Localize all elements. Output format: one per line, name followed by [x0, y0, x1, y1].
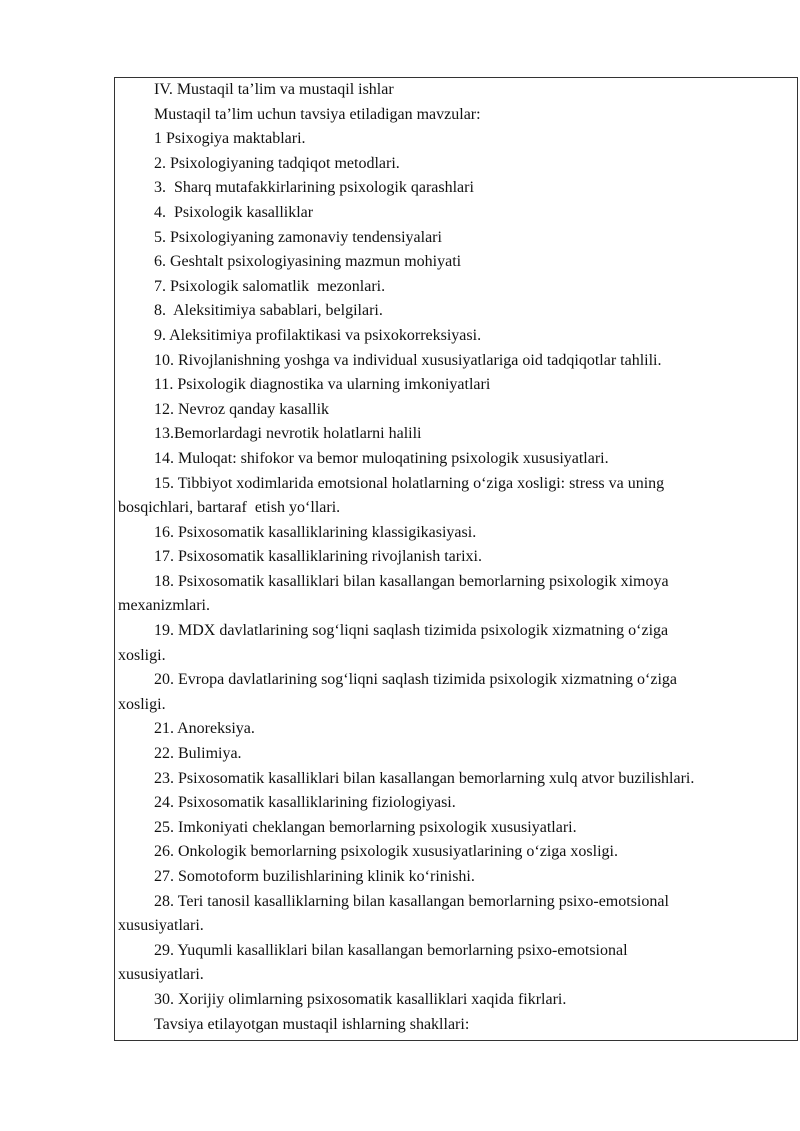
list-item-text: 14. Muloqat: shifokor va bemor muloqatining psixologik xususiyatlari. — [154, 449, 609, 467]
list-item-continuation: xosligi. — [118, 646, 166, 664]
list-item — [118, 865, 794, 890]
list-item — [118, 988, 794, 1013]
list-item-text: 21. Anoreksiya. — [154, 720, 255, 738]
list-item — [118, 152, 794, 177]
list-item-text: 15. Tibbiyot xodimlarida emotsional holatlarning o‘ziga xosligi: stress va uning — [154, 474, 665, 492]
list-item-continuation: xususiyatlari. — [118, 917, 204, 935]
list-item-text: 8. Aleksitimiya sabablari, belgilari. — [154, 302, 383, 320]
list-item-text: 23. Psixosomatik kasalliklari bilan kasallangan bemorlarning xulq atvor buzilishlari. — [154, 769, 695, 787]
list-item-continuation: bosqichlari, bartaraf etish yo‘llari. — [118, 499, 341, 517]
list-item — [118, 373, 794, 398]
list-item — [118, 226, 794, 251]
list-item — [118, 275, 794, 300]
list-item-text: 28. Teri tanosil kasalliklarning bilan kasallangan bemorlarning psixo-emotsional — [154, 892, 669, 910]
list-item-continuation: xususiyatlari. — [118, 966, 204, 984]
list-item — [118, 890, 794, 939]
topics-list — [118, 127, 794, 1012]
list-item — [118, 570, 794, 619]
list-item-text: 13.Bemorlardagi nevrotik holatlarni halili — [154, 425, 422, 443]
list-item-text: 20. Evropa davlatlarining sog‘liqni saqlash tizimida psixologik xizmatning o‘ziga — [154, 671, 678, 689]
list-item-text: 4. Psixologik kasalliklar — [154, 203, 314, 221]
list-item — [118, 668, 794, 717]
list-item — [118, 422, 794, 447]
list-item-text: 19. MDX davlatlarining sog‘liqni saqlash tizimida psixologik xizmatning o‘ziga — [154, 622, 669, 640]
list-item — [118, 717, 794, 742]
list-item — [118, 619, 794, 668]
list-item-text: 24. Psixosomatik kasalliklarining fiziologiyasi. — [154, 794, 456, 812]
list-item — [118, 349, 794, 374]
list-item — [118, 250, 794, 275]
list-item-text: 9. Aleksitimiya profilaktikasi va psixokorreksiyasi. — [154, 326, 482, 344]
list-item-text: 25. Imkoniyati cheklangan bemorlarning psixologik xususiyatlari. — [154, 818, 577, 836]
list-item-text: 16. Psixosomatik kasalliklarining klassigikasiyasi. — [154, 523, 477, 541]
list-item-text: 12. Nevroz qanday kasallik — [154, 400, 330, 418]
list-item — [118, 791, 794, 816]
list-item — [118, 299, 794, 324]
topics-heading: Mustaqil ta’lim uchun tavsiya etiladigan mavzular: — [154, 105, 481, 123]
list-item — [118, 127, 794, 152]
list-item-text: 10. Rivojlanishning yoshga va individual xususiyatlariga oid tadqiqotlar tahlili. — [154, 351, 662, 369]
list-item-text: 30. Xorijiy olimlarning psixosomatik kasalliklari xaqida fikrlari. — [154, 990, 567, 1008]
list-item — [118, 472, 794, 521]
list-item — [118, 939, 794, 988]
list-item-text: 2. Psixologiyaning tadqiqot metodlari. — [154, 154, 400, 172]
forms-heading: Tavsiya etilayotgan mustaqil ishlarning shakllari: — [154, 1015, 470, 1033]
list-item-text: 1 Psixogiya maktablari. — [154, 130, 306, 148]
list-item-text: 5. Psixologiyaning zamonaviy tendensiyalari — [154, 228, 442, 246]
list-item — [118, 767, 794, 792]
list-item — [118, 742, 794, 767]
list-item-text: 3. Sharq mutafakkirlarining psixologik qarashlari — [154, 179, 474, 197]
list-item-text: 7. Psixologik salomatlik mezonlari. — [154, 277, 386, 295]
list-item-text: 22. Bulimiya. — [154, 745, 242, 763]
list-item-continuation: xosligi. — [118, 695, 166, 713]
section-title: IV. Mustaqil ta’lim va mustaqil ishlar — [154, 81, 394, 98]
list-item — [118, 816, 794, 841]
list-item-text: 26. Onkologik bemorlarning psixologik xususiyatlarining o‘ziga xosligi. — [154, 843, 618, 861]
list-item — [118, 521, 794, 546]
list-item — [118, 324, 794, 349]
document-content — [118, 78, 794, 1037]
list-item — [118, 447, 794, 472]
list-item-text: 29. Yuqumli kasalliklari bilan kasallangan bemorlarning psixo-emotsional — [154, 941, 628, 959]
list-item — [118, 176, 794, 201]
list-item-text: 27. Somotoform buzilishlarining klinik ko‘rinishi. — [154, 868, 475, 885]
list-item-text: 17. Psixosomatik kasalliklarining rivojlanish tarixi. — [154, 548, 482, 566]
list-item-text: 11. Psixologik diagnostika va ularning imkoniyatlari — [154, 376, 491, 394]
list-item-text: 6. Geshtalt psixologiyasining mazmun mohiyati — [154, 253, 462, 271]
list-item — [118, 840, 794, 865]
list-item — [118, 545, 794, 570]
list-item-text: 18. Psixosomatik kasalliklari bilan kasallangan bemorlarning psixologik ximoya — [154, 572, 669, 590]
list-item-continuation: mexanizmlari. — [118, 597, 210, 615]
list-item — [118, 398, 794, 423]
list-item — [118, 201, 794, 226]
